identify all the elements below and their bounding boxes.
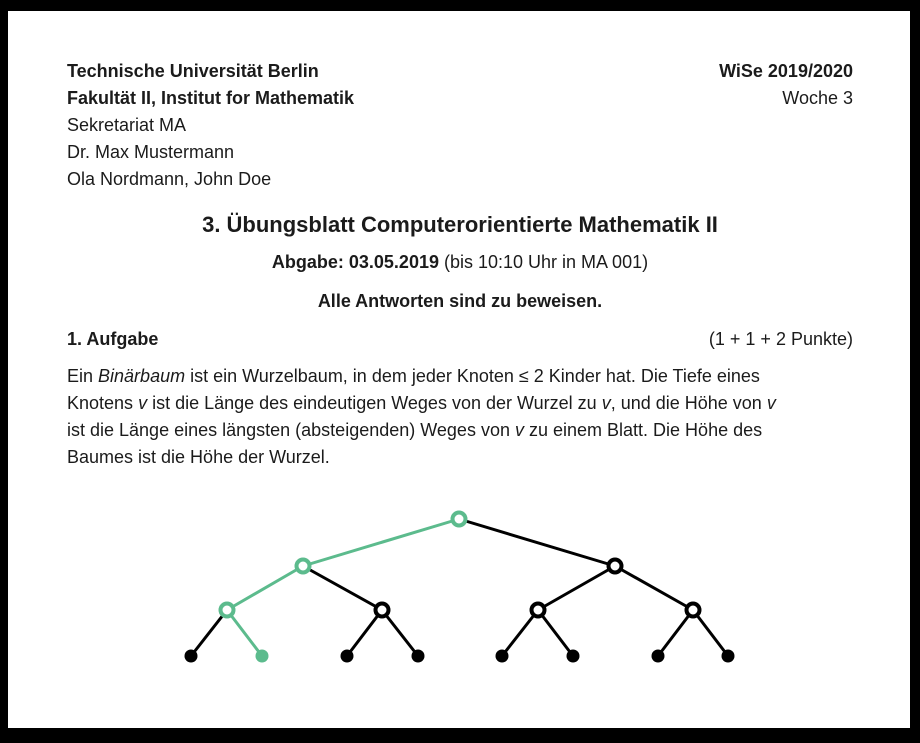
week-label: Woche 3 xyxy=(782,88,853,108)
secretariat-line: Sekretariat MA xyxy=(67,115,187,135)
exercise-sheet-page xyxy=(8,11,910,728)
paragraph-line: Knotens v ist die Länge des eindeutigen Weges von der Wurzel zu v, und die Höhe von v xyxy=(67,393,776,413)
sheet-title: 3. Übungsblatt Computerorientierte Mathematik II xyxy=(202,212,718,237)
paragraph-line: Ein Binärbaum ist ein Wurzelbaum, in dem jeder Knoten ≤ 2 Kinder hat. Die Tiefe eines xyxy=(67,366,760,386)
document-header xyxy=(67,58,853,193)
paragraph-line: Baumes ist die Höhe der Wurzel. xyxy=(67,447,330,467)
task-number-label: 1. Aufgabe xyxy=(67,329,159,349)
assistants-line: Ola Nordmann, John Doe xyxy=(67,169,272,189)
submission-deadline: Abgabe: 03.05.2019 (bis 10:10 Uhr in MA 001) xyxy=(271,252,649,272)
header-right-block xyxy=(719,58,853,193)
faculty-name: Fakultät II, Institut for Mathematik xyxy=(67,88,355,108)
task-description xyxy=(67,363,853,471)
task-heading-row xyxy=(67,326,853,353)
paragraph-line: ist die Länge eines längsten (absteigenden) Weges von v zu einem Blatt. Die Höhe des xyxy=(67,420,763,440)
university-name: Technische Universität Berlin xyxy=(67,61,319,81)
task-points-label: (1 + 1 + 2 Punkte) xyxy=(708,329,853,349)
header-left-block xyxy=(67,58,354,193)
proof-note: Alle Antworten sind zu beweisen. xyxy=(317,291,603,311)
lecturer-line: Dr. Max Mustermann xyxy=(67,142,235,162)
semester-label: WiSe 2019/2020 xyxy=(719,61,853,81)
